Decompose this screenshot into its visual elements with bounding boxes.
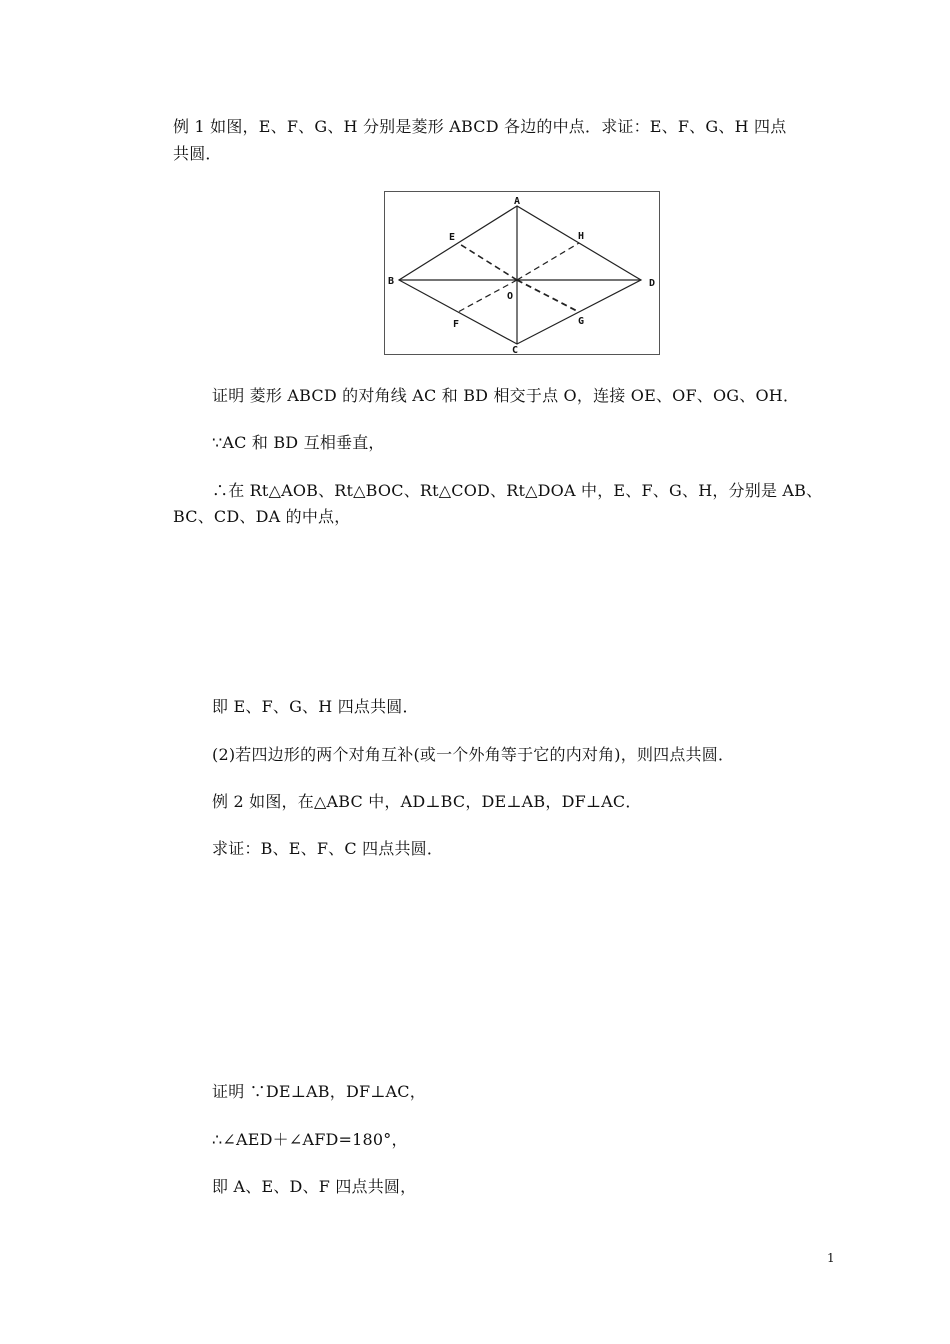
segment-oe (458, 243, 517, 280)
segment-oh (517, 243, 579, 280)
label-d: D (649, 278, 656, 289)
example1-line1: 例 1 如图，E、F、G、H 分别是菱形 ABCD 各边的中点．求证：E、F、G、H 四点 (173, 117, 787, 136)
example2-statement: 例 2 如图，在△ABC 中，AD⊥BC，DE⊥AB，DF⊥AC． (212, 792, 642, 811)
proof1-line3a: ∴在 Rt△AOB、Rt△BOC、Rt△COD、Rt△DOA 中，E、F、G、H，分别是 AB、 (212, 481, 823, 500)
label-h: H (578, 231, 585, 242)
segment-og (517, 280, 579, 312)
rhombus-diagram (385, 192, 659, 354)
proof2-line2: ∴∠AED＋∠AFD=180°， (212, 1130, 408, 1149)
proof1-line2: ∵AC 和 BD 互相垂直， (212, 433, 385, 452)
rule2: (2)若四边形的两个对角互补(或一个外角等于它的内对角)，则四点共圆． (212, 745, 735, 764)
proof1-conclusion: 即 E、F、G、H 四点共圆． (212, 697, 419, 716)
label-e: E (449, 232, 456, 243)
page-number: 1 (827, 1251, 835, 1265)
proof2-line3: 即 A、E、D、F 四点共圆， (212, 1177, 417, 1196)
proof2-line1: 证明 ∵DE⊥AB，DF⊥AC， (212, 1082, 426, 1101)
example1-line2: 共圆． (173, 144, 222, 163)
label-o: O (507, 291, 514, 302)
label-g: G (578, 316, 585, 327)
rhombus-outline (399, 206, 641, 344)
label-c: C (512, 345, 519, 354)
proof1-line3b: BC、CD、DA 的中点， (173, 507, 351, 526)
label-f: F (453, 319, 460, 330)
proof1-line1: 证明 菱形 ABCD 的对角线 AC 和 BD 相交于点 O，连接 OE、OF、OG、OH． (212, 386, 800, 405)
label-a: A (514, 196, 521, 207)
rhombus-figure (384, 191, 660, 355)
example2-prove: 求证：B、E、F、C 四点共圆． (212, 839, 444, 858)
label-b: B (388, 276, 395, 287)
